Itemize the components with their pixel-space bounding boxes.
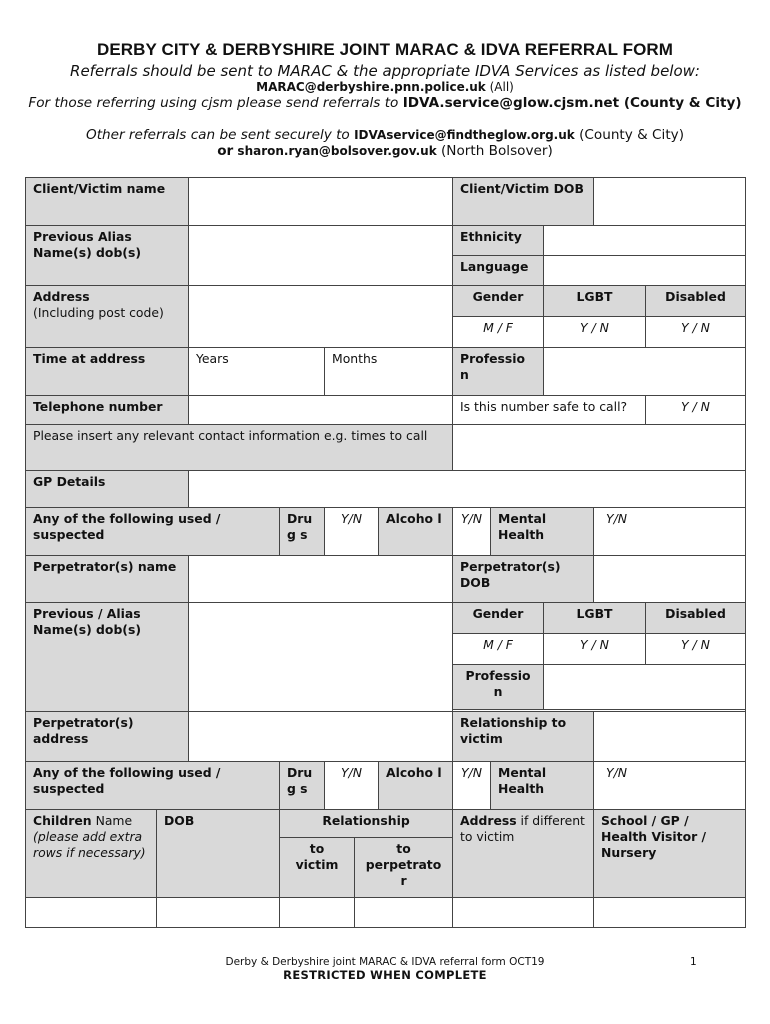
child-to-victim-field[interactable] xyxy=(280,898,355,928)
cjsm-email[interactable]: IDVA.service@glow.cjsm.net (County & City) xyxy=(402,95,742,111)
perp-dob-label: Perpetrator(s) DOB xyxy=(453,556,594,603)
perp-name-field[interactable] xyxy=(189,556,453,603)
contact-info-label: Please insert any relevant contact information e.g. times to call xyxy=(26,425,453,471)
child-school-field[interactable] xyxy=(594,898,746,928)
perp-dob-field[interactable] xyxy=(594,556,746,603)
children-note: (please add extra rows if necessary) xyxy=(33,829,146,860)
child-dob-field[interactable] xyxy=(157,898,280,928)
page-number: 1 xyxy=(690,956,697,968)
address-label-text: Address xyxy=(33,289,90,304)
client-disabled-option[interactable]: Y / N xyxy=(646,317,746,348)
child-name-field[interactable] xyxy=(26,898,157,928)
secure-email[interactable]: IDVAservice@findtheglow.org.uk xyxy=(354,128,575,142)
safe-to-call-option[interactable]: Y / N xyxy=(646,396,746,425)
address-note: (Including post code) xyxy=(33,305,164,320)
disabled-label: Disabled xyxy=(646,286,746,317)
children-label-text: Children xyxy=(33,813,92,828)
perp-drugs-label: Drug s xyxy=(280,762,325,810)
address-field[interactable] xyxy=(189,286,453,348)
gp-details-label: GP Details xyxy=(26,471,189,508)
client-dob-label: Client/Victim DOB xyxy=(453,178,594,226)
cjsm-line xyxy=(20,94,750,112)
perp-lgbt-label: LGBT xyxy=(544,603,646,634)
children-name-text: Name xyxy=(91,813,133,828)
perp-drugs-option[interactable]: Y/N xyxy=(325,762,379,810)
client-name-field[interactable] xyxy=(189,178,453,226)
child-to-perp-field[interactable] xyxy=(355,898,453,928)
or-label: or xyxy=(217,143,234,159)
client-drugs-option[interactable]: Y/N xyxy=(325,508,379,556)
children-address-label xyxy=(453,810,594,898)
client-alcohol-label: Alcoho l xyxy=(379,508,453,556)
children-school-label: School / GP / Health Visitor / Nursery xyxy=(594,810,746,898)
ethnicity-label: Ethnicity xyxy=(453,226,544,256)
children-address-text: Address xyxy=(460,813,517,828)
relationship-label: Relationship to victim xyxy=(453,712,594,762)
perp-gender-option[interactable]: M / F xyxy=(453,634,544,665)
perp-gender-label: Gender xyxy=(453,603,544,634)
secure-note: (County & City) xyxy=(574,127,684,143)
children-to-victim-label: to victim xyxy=(280,838,355,898)
telephone-label: Telephone number xyxy=(26,396,189,425)
children-label xyxy=(26,810,157,898)
bolsover-note: (North Bolsover) xyxy=(436,143,553,159)
form-title: DERBY CITY & DERBYSHIRE JOINT MARAC & IDVA REFERRAL FORM xyxy=(96,40,674,59)
referral-instructions: Referrals should be sent to MARAC & the appropriate IDVA Services as listed below: xyxy=(70,62,700,80)
client-alias-field[interactable] xyxy=(189,226,453,286)
years-field[interactable]: Years xyxy=(189,348,325,396)
client-dob-field[interactable] xyxy=(594,178,746,226)
client-profession-label: Professio n xyxy=(453,348,544,396)
telephone-field[interactable] xyxy=(189,396,453,425)
client-gender-option[interactable]: M / F xyxy=(453,317,544,348)
client-lgbt-option[interactable]: Y / N xyxy=(544,317,646,348)
perp-name-label: Perpetrator(s) name xyxy=(26,556,189,603)
perp-profession-label: Professio n xyxy=(453,665,544,710)
client-drugs-label: Drug s xyxy=(280,508,325,556)
bolsover-line xyxy=(20,142,750,160)
ethnicity-field[interactable] xyxy=(544,226,746,256)
months-field[interactable]: Months xyxy=(325,348,453,396)
address-label xyxy=(26,286,189,348)
children-address-note: if different to victim xyxy=(460,813,585,844)
perp-lgbt-option[interactable]: Y / N xyxy=(544,634,646,665)
perp-disabled-label: Disabled xyxy=(646,603,746,634)
safe-to-call-label: Is this number safe to call? xyxy=(453,396,646,425)
client-substances-label: Any of the following used / suspected xyxy=(26,508,280,556)
perp-substances-label: Any of the following used / suspected xyxy=(26,762,280,810)
client-alias-label: Previous Alias Name(s) dob(s) xyxy=(26,226,189,286)
cjsm-text: For those referring using cjsm please send referrals to xyxy=(28,95,403,111)
footer-text: Derby & Derbyshire joint MARAC & IDVA referral form OCT19 xyxy=(225,956,545,968)
secure-text: Other referrals can be sent securely to xyxy=(86,127,355,143)
gp-details-field[interactable] xyxy=(189,471,746,508)
perp-alias-field[interactable] xyxy=(189,603,453,712)
perp-address-label: Perpetrator(s) address xyxy=(26,712,189,762)
time-at-address-label: Time at address xyxy=(26,348,189,396)
client-profession-field[interactable] xyxy=(544,348,746,396)
perp-alias-label: Previous / Alias Name(s) dob(s) xyxy=(26,603,189,712)
perp-alcohol-option[interactable]: Y/N xyxy=(453,762,491,810)
client-alcohol-option[interactable]: Y/N xyxy=(453,508,491,556)
marac-email-note: (All) xyxy=(485,80,514,94)
language-field[interactable] xyxy=(544,256,746,286)
contact-info-field[interactable] xyxy=(453,425,746,471)
client-mental-health-option[interactable]: Y/N xyxy=(594,508,746,556)
marac-email-line xyxy=(20,80,750,94)
perp-disabled-option[interactable]: Y / N xyxy=(646,634,746,665)
marac-email[interactable]: MARAC@derbyshire.pnn.police.uk xyxy=(256,80,486,94)
client-name-label: Client/Victim name xyxy=(26,178,189,226)
perp-alcohol-label: Alcoho l xyxy=(379,762,453,810)
children-relationship-label: Relationship xyxy=(280,810,453,838)
perp-mental-health-option[interactable]: Y/N xyxy=(594,762,746,810)
bolsover-email[interactable]: sharon.ryan@bolsover.gov.uk xyxy=(233,144,437,158)
relationship-field[interactable] xyxy=(594,712,746,762)
lgbt-label: LGBT xyxy=(544,286,646,317)
children-dob-label: DOB xyxy=(157,810,280,898)
perp-profession-field[interactable] xyxy=(544,665,746,710)
client-mental-health-label: Mental Health xyxy=(491,508,594,556)
referral-form-table xyxy=(25,177,746,928)
children-to-perp-label: to perpetrato r xyxy=(355,838,453,898)
gender-label: Gender xyxy=(453,286,544,317)
language-label: Language xyxy=(453,256,544,286)
restricted-notice: RESTRICTED WHEN COMPLETE xyxy=(283,968,487,982)
perp-address-field[interactable] xyxy=(189,712,453,762)
child-address-field[interactable] xyxy=(453,898,594,928)
perp-mental-health-label: Mental Health xyxy=(491,762,594,810)
